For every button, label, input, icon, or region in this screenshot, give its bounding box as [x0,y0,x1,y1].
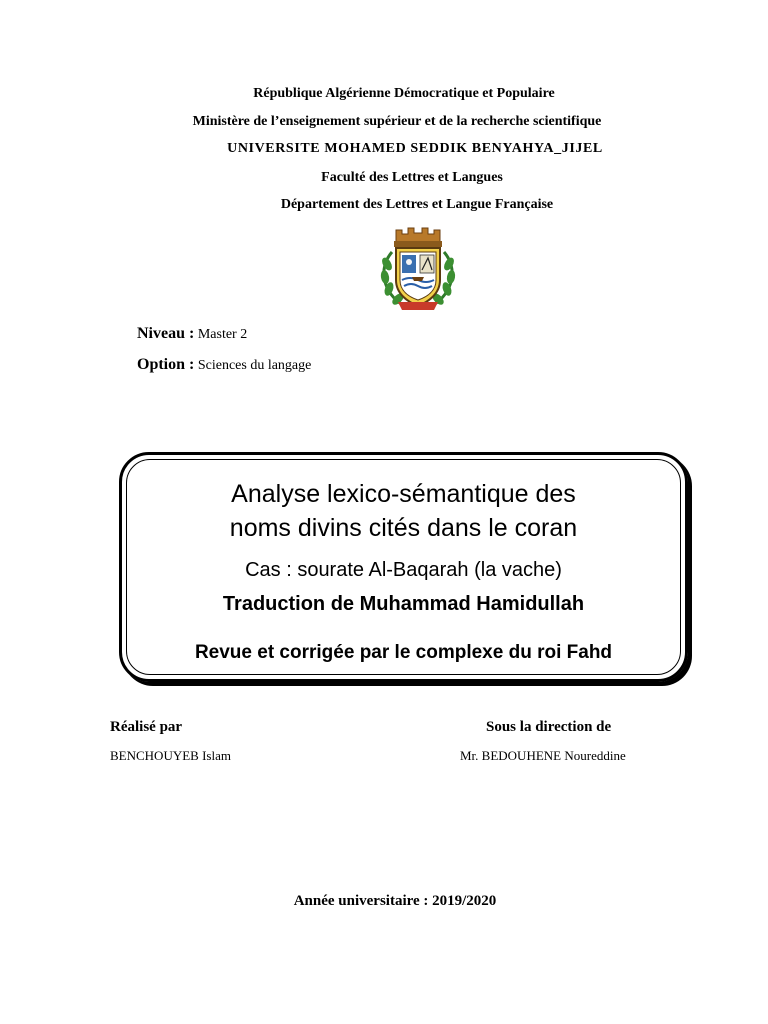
university-crest-icon [372,222,464,314]
thesis-revision: Revue et corrigée par le complexe du roi Fahd [194,642,613,663]
department-line: Département des Lettres et Langue Française [280,197,554,212]
niveau-value: Master 2 [197,327,248,342]
title-box [119,452,688,682]
thesis-case: Cas : sourate Al-Baqarah (la vache) [245,559,562,581]
ministry-line: Ministère de l’enseignement supérieur et de la recherche scientifique [192,114,602,129]
option-label: Option : [137,356,195,373]
faculty-line: Faculté des Lettres et Langues [321,170,503,185]
republic-line: République Algérienne Démocratique et Populaire [253,86,555,101]
niveau-label: Niveau : [137,325,195,342]
thesis-title: Analyse lexico-sémantique des noms divins cités dans le coran [229,480,578,542]
direction-label: Sous la direction de [486,719,612,735]
academic-year: Année universitaire : 2019/2020 [293,893,497,909]
supervisor-name: Mr. BEDOUHENE Noureddine [460,748,626,763]
student-name: BENCHOUYEB Islam [110,748,231,763]
option-value: Sciences du langage [197,358,312,373]
niveau-row [137,325,247,343]
realise-par-label: Réalisé par [110,719,183,735]
option-row [137,356,311,374]
thesis-translation: Traduction de Muhammad Hamidullah [222,593,585,615]
university-line: UNIVERSITE MOHAMED SEDDIK BENYAHYA_JIJEL [227,141,603,156]
